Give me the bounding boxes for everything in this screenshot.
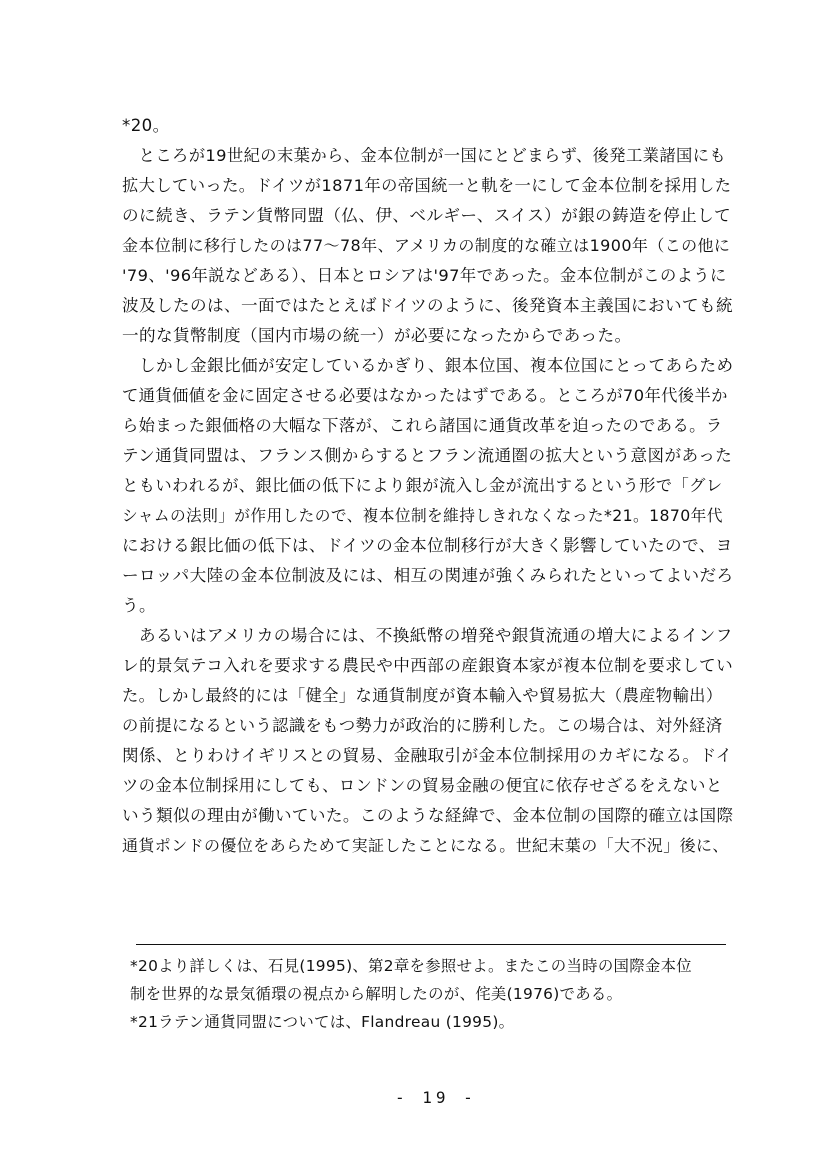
body-line: う。 bbox=[122, 596, 156, 615]
footnote-divider bbox=[136, 944, 726, 945]
body-line: テン通貨同盟は、フランス側からするとフラン流通圏の拡大という意図があった bbox=[122, 446, 733, 465]
body-line: 拡大していった。ドイツが1871年の帝国統一と軌を一にして金本位制を採用した bbox=[122, 176, 732, 195]
body-line: '79、'96年説などある）、日本とロシアは'97年であった。金本位制がこのように bbox=[122, 266, 727, 285]
body-line: 関係、とりわけイギリスとの貿易、金融取引が金本位制採用のカギになる。ドイ bbox=[122, 746, 733, 765]
body-line: 通貨ポンドの優位をあらためて実証したことになる。世紀末葉の「大不況」後に、 bbox=[122, 836, 729, 855]
body-line: あるいはアメリカの場合には、不換紙幣の増発や銀貨流通の増大によるインフ bbox=[122, 626, 733, 645]
footnote-line: 制を世界的な景気循環の視点から解明したのが、侘美(1976)である。 bbox=[130, 985, 623, 1003]
body-line: ところが19世紀の末葉から、金本位制が一国にとどまらず、後発工業諸国にも bbox=[122, 146, 727, 165]
body-line: 波及したのは、一面ではたとえばドイツのように、後発資本主義国においても統 bbox=[122, 296, 733, 315]
body-line: 金本位制に移行したのは77～78年、アメリカの制度的な確立は1900年（この他に bbox=[122, 236, 731, 255]
body-line: ツの金本位制採用にしても、ロンドンの貿易金融の便宜に依存せざるをえないと bbox=[122, 776, 723, 795]
body-line: のに続き、ラテン貨幣同盟（仏、伊、ベルギー、スイス）が銀の鋳造を停止して bbox=[122, 206, 732, 225]
body-line: ら始まった銀価格の大幅な下落が、これら諸国に通貨改革を迫ったのである。ラ bbox=[122, 416, 723, 435]
body-line: ーロッパ大陸の金本位制波及には、相互の関連が強くみられたといってよいだろ bbox=[122, 566, 734, 585]
body-line: における銀比価の低下は、ドイツの金本位制移行が大きく影響していたので、ヨ bbox=[122, 536, 733, 555]
body-line: ともいわれるが、銀比価の低下により銀が流入し金が流出するという形で「グレ bbox=[122, 476, 723, 495]
body-line: *20。 bbox=[122, 116, 170, 135]
body-line: た。しかし最終的には「健全」な通貨制度が資本輸入や貿易拡大（農産物輸出） bbox=[122, 686, 723, 705]
body-line: て通貨価値を金に固定させる必要はなかったはずである。ところが70年代後半か bbox=[122, 386, 728, 405]
body-line: レ的景気テコ入れを要求する農民や中西部の産銀資本家が複本位制を要求してい bbox=[122, 656, 734, 675]
page-number: - 19 - bbox=[395, 1088, 477, 1107]
body-line: シャムの法則」が作用したので、複本位制を維持しきれなくなった*21。1870年代 bbox=[122, 506, 723, 525]
body-line: しかし金銀比価が安定しているかぎり、銀本位国、複本位国にとってあらため bbox=[122, 356, 734, 375]
body-line: 一的な貨幣制度（国内市場の統一）が必要になったからであった。 bbox=[122, 326, 632, 345]
body-line: の前提になるという認識をもつ勢力が政治的に勝利した。この場合は、対外経済 bbox=[122, 716, 723, 735]
footnote-line: *21ラテン通貨同盟については、Flandreau (1995)。 bbox=[130, 1013, 515, 1031]
footnote-line: *20より詳しくは、石見(1995)、第2章を参照せよ。またこの当時の国際金本位 bbox=[130, 957, 692, 975]
body-line: いう類似の理由が働いていた。このような経緯で、金本位制の国際的確立は国際 bbox=[122, 806, 734, 825]
